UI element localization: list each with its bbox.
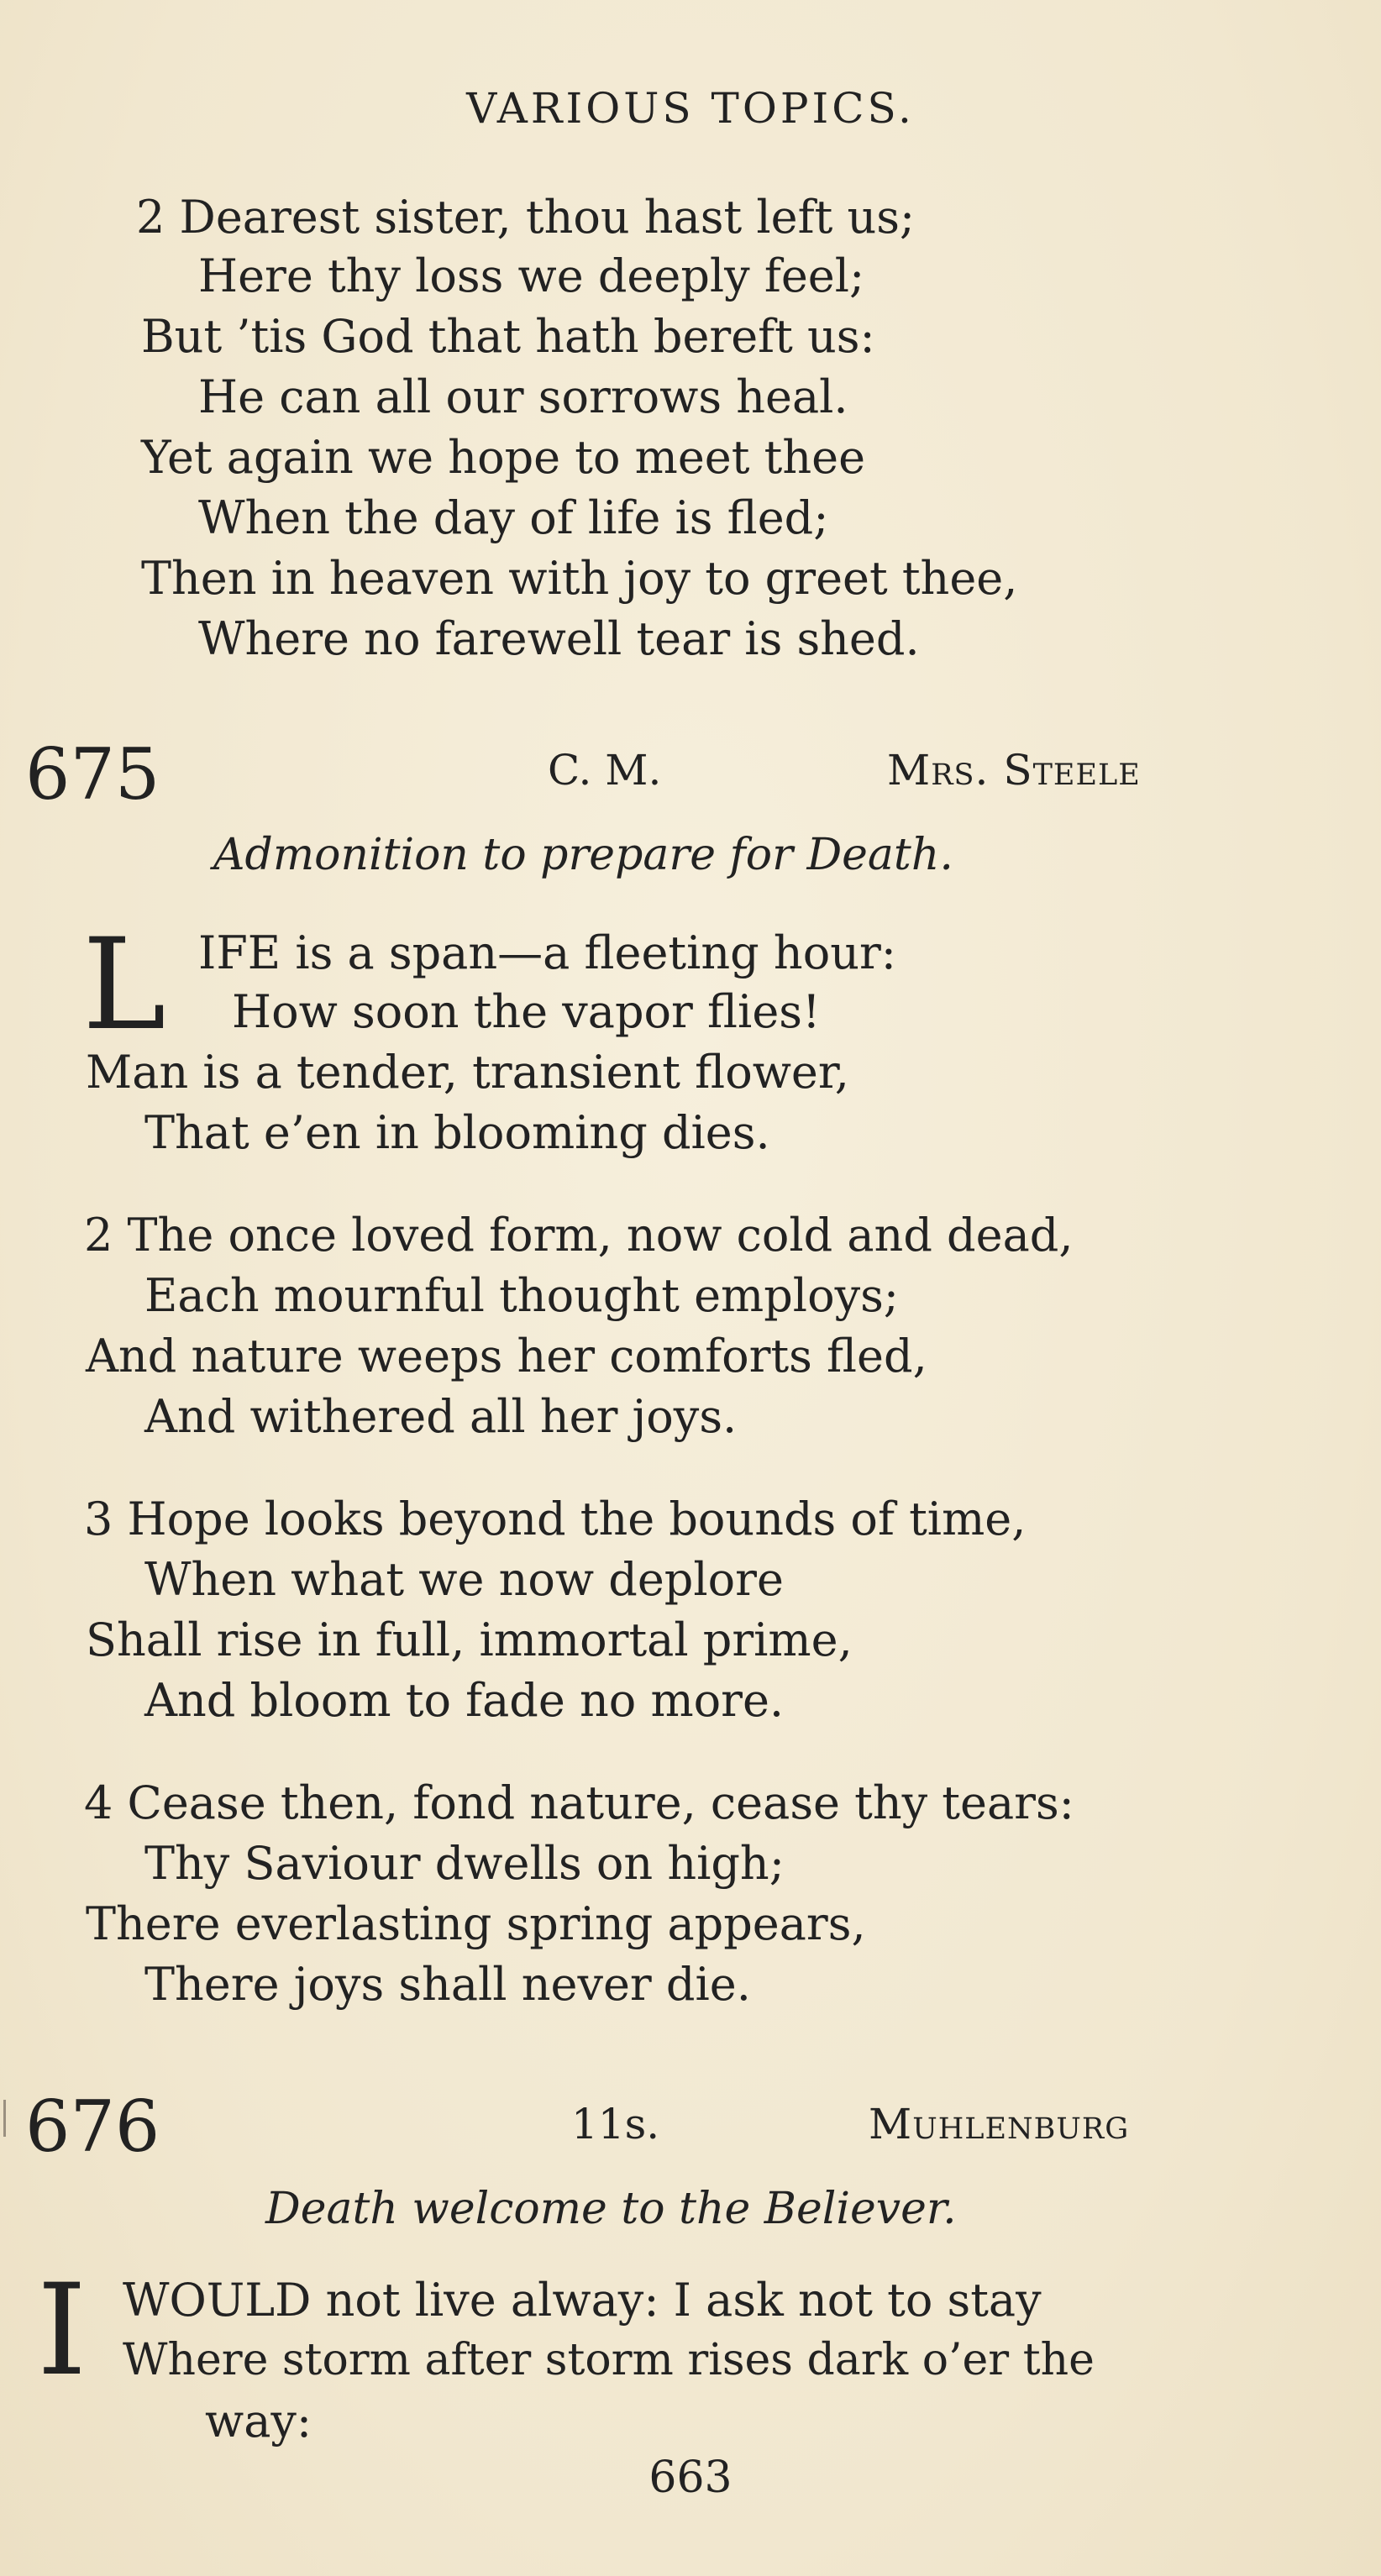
margin-mark	[3, 2100, 6, 2137]
hymn-title: Admonition to prepare for Death.	[213, 830, 953, 880]
verse-line: 3 Hope looks beyond the bounds of time,	[84, 1493, 1027, 1545]
verse-line: 2 Dearest sister, thou hast left us;	[136, 191, 916, 244]
drop-cap: L	[82, 912, 166, 1058]
running-head: VARIOUS TOPICS.	[466, 84, 915, 133]
verse-line: Yet again we hope to meet thee	[141, 431, 866, 484]
hymn-number: 676	[25, 2085, 160, 2168]
verse-line: WOULD not live alway: I ask not to stay	[123, 2274, 1042, 2327]
verse-line: IFE is a span—a fleeting hour:	[198, 926, 896, 979]
verse-line: When the day of life is fled;	[198, 491, 829, 544]
hymn-author: Muhlenburg	[869, 2100, 1130, 2148]
page-number: 663	[648, 2453, 733, 2503]
verse-line: way:	[205, 2395, 312, 2447]
hymn-title: Death welcome to the Believer.	[265, 2184, 957, 2234]
hymn-number: 675	[25, 733, 160, 816]
verse-line: Where no farewell tear is shed.	[198, 612, 920, 665]
drop-cap: I	[37, 2258, 87, 2404]
verse-line: Shall rise in full, immortal prime,	[86, 1613, 853, 1666]
verse-line: And withered all her joys.	[144, 1390, 738, 1443]
verse-line: But ’tis God that hath bereft us:	[141, 310, 875, 363]
verse-line: Man is a tender, transient flower,	[86, 1046, 849, 1099]
verse-line: 4 Cease then, fond nature, cease thy tears:	[84, 1776, 1074, 1829]
verse-line: Here thy loss we deeply feel;	[198, 249, 865, 302]
verse-line: Then in heaven with joy to greet thee,	[141, 552, 1018, 605]
verse-line: There joys shall never die.	[144, 1958, 751, 2011]
verse-line: When what we now deplore	[144, 1553, 784, 1606]
hymn-author: Mrs. Steele	[887, 746, 1141, 795]
verse-line: He can all our sorrows heal.	[198, 370, 848, 423]
verse-line: Where storm after storm rises dark o’er the	[123, 2335, 1095, 2385]
verse-line: And bloom to fade no more.	[144, 1674, 785, 1727]
verse-line: There everlasting spring appears,	[86, 1897, 866, 1950]
verse-line: 2 The once loved form, now cold and dead,	[84, 1209, 1074, 1262]
hymn-meter: 11s.	[571, 2100, 660, 2148]
hymn-meter: C. M.	[548, 746, 662, 795]
verse-line: Each mournful thought employs;	[144, 1269, 899, 1322]
verse-line: And nature weeps her comforts fled,	[86, 1330, 927, 1382]
verse-line: That e’en in blooming dies.	[144, 1106, 770, 1159]
verse-line: Thy Saviour dwells on high;	[144, 1837, 785, 1890]
verse-line: How soon the vapor flies!	[232, 985, 821, 1038]
